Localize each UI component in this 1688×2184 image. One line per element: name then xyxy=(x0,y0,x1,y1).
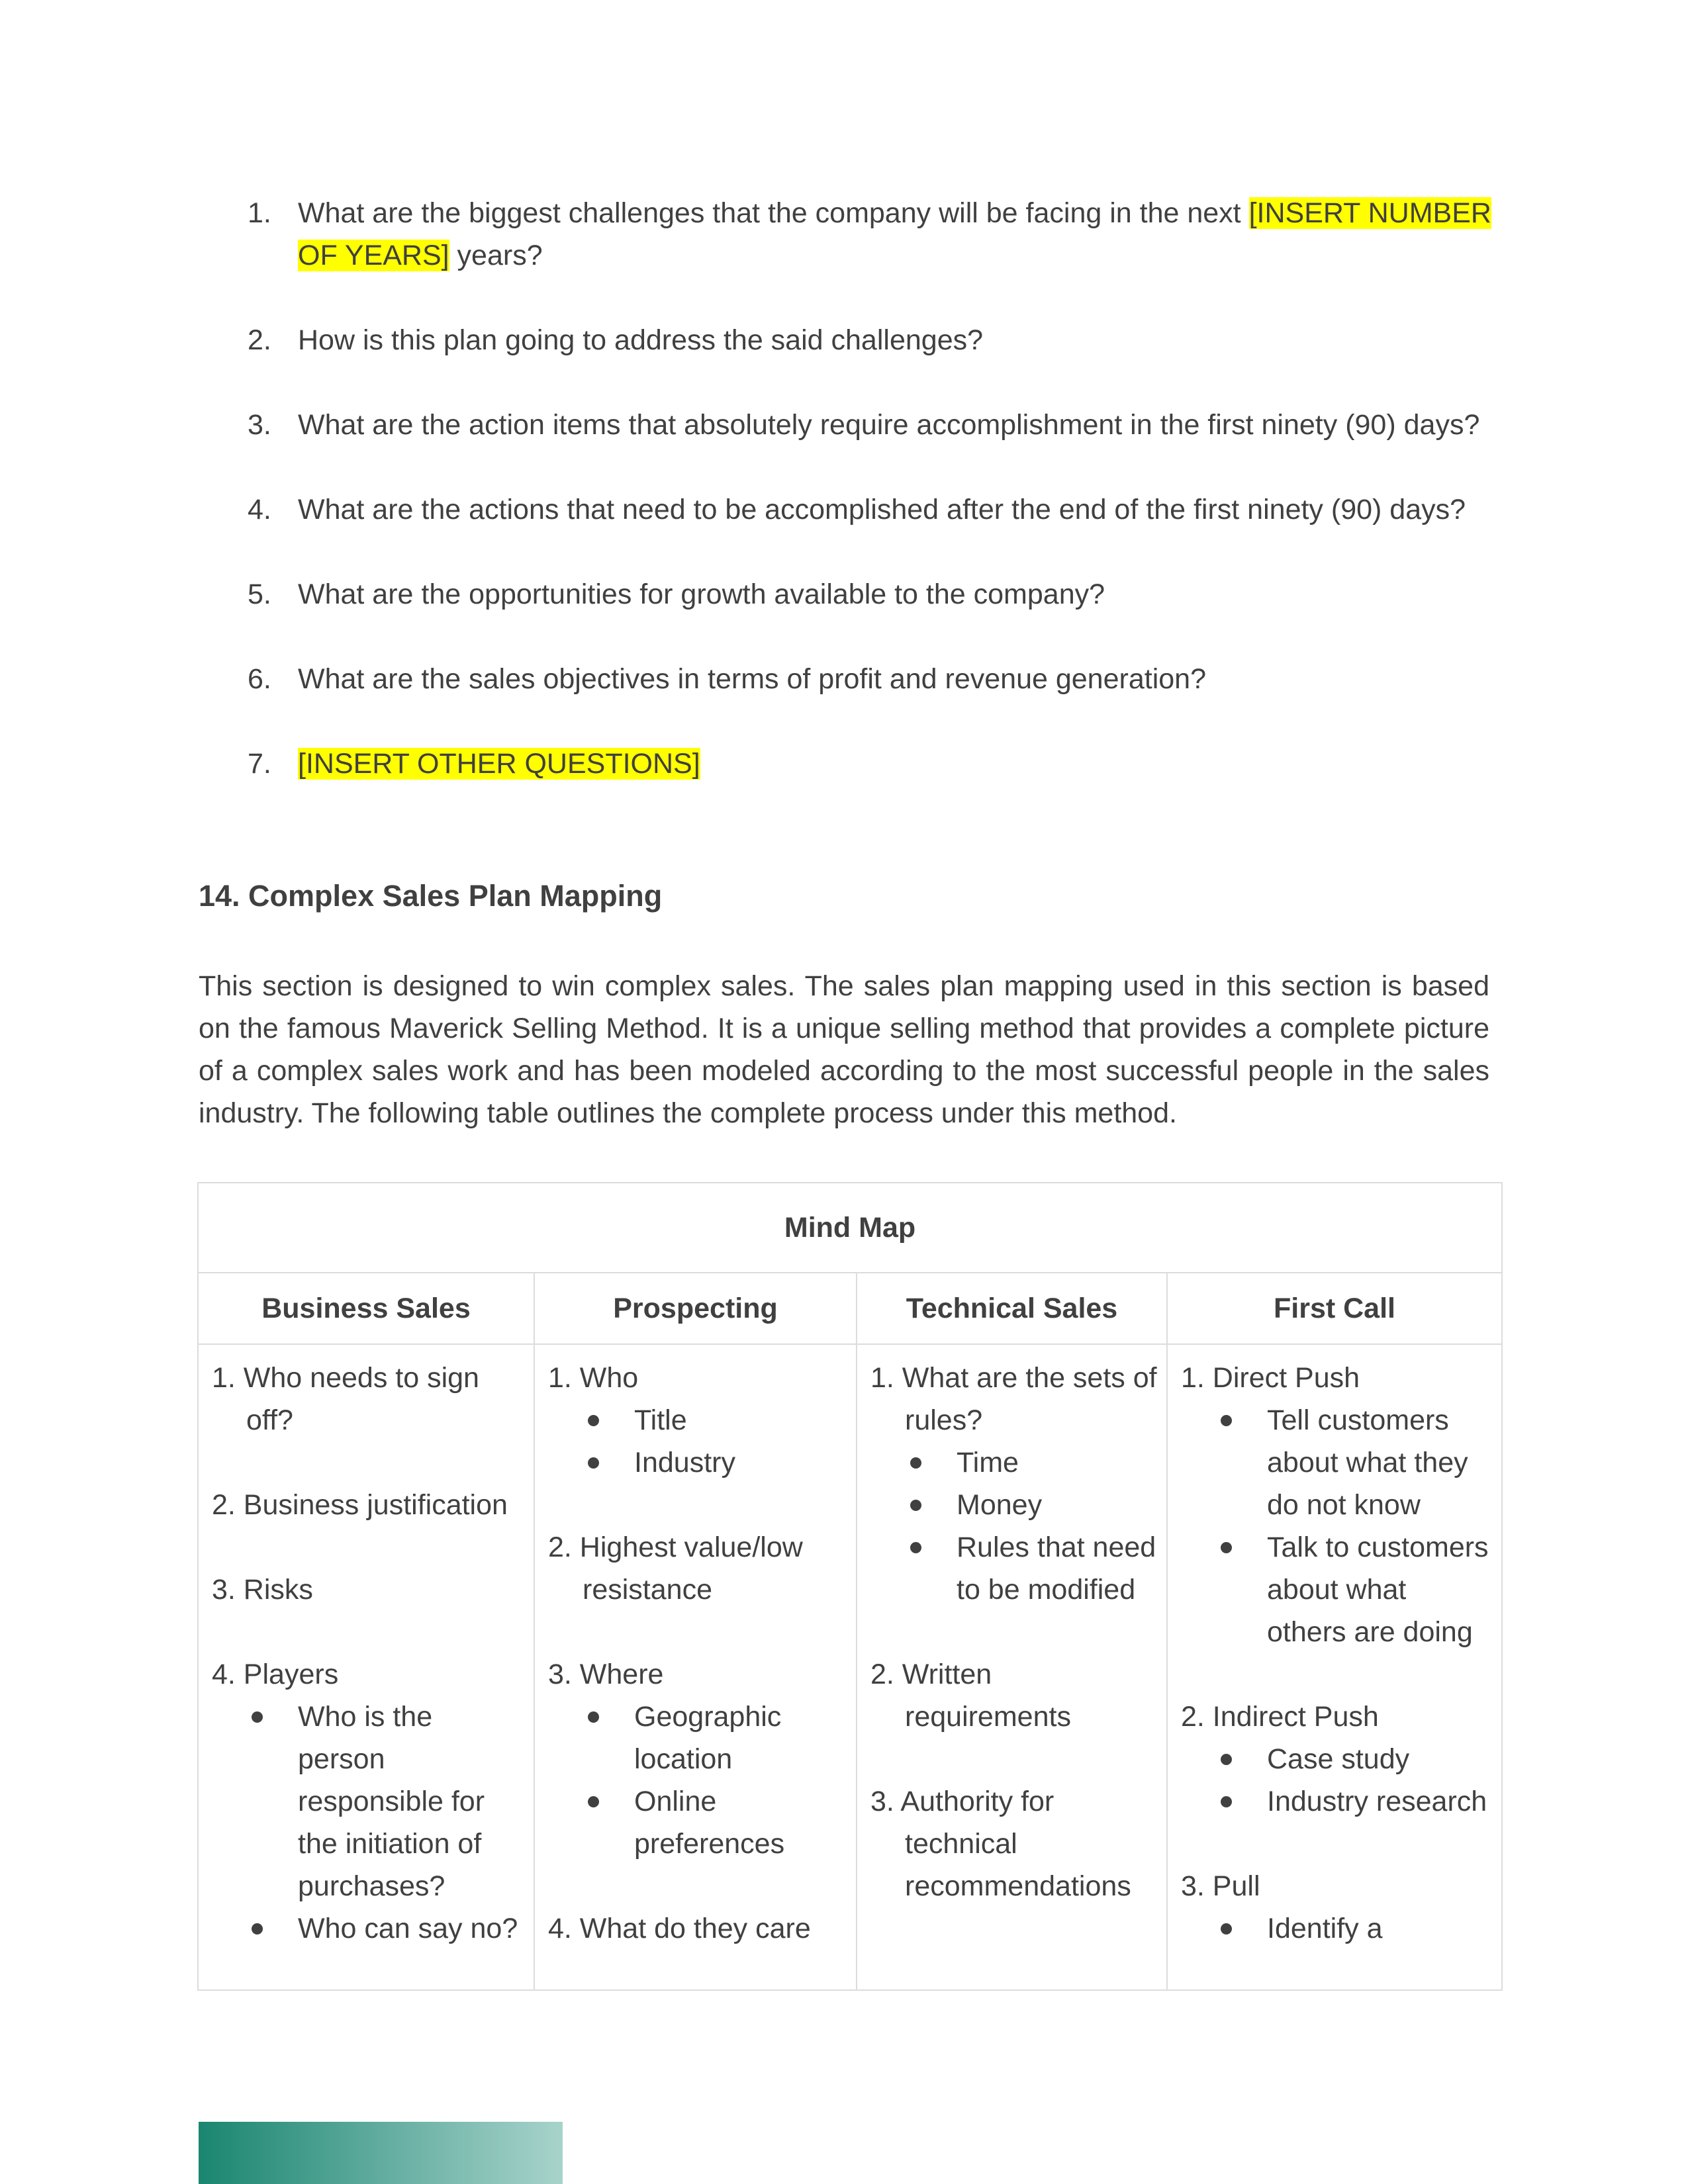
bullet-item: Industry research xyxy=(1181,1780,1492,1823)
footer-gradient-bar xyxy=(199,2122,563,2184)
list-item: 3. Risks xyxy=(212,1574,313,1606)
question-text: What are the opportunities for growth available to the company? xyxy=(298,578,1105,610)
column-header-first-call: First Call xyxy=(1167,1273,1502,1344)
list-item: 3. Where Geographic location Online preferences xyxy=(548,1653,847,1865)
list-item: 4. Players Who is the person responsible for the initiation of purchases? Who can say no? xyxy=(212,1653,524,1950)
bullet-item: Geographic location xyxy=(548,1696,847,1780)
placeholder-highlight: [INSERT NUMBER OF YEARS] xyxy=(298,197,1491,271)
question-list xyxy=(199,192,1496,827)
question-item xyxy=(199,488,1496,531)
question-number: 5. xyxy=(248,578,271,610)
bullet-item: Who can say no? xyxy=(212,1907,524,1950)
bullet-item: Rules that need to be modified xyxy=(870,1526,1157,1611)
bullet-list xyxy=(870,1441,1157,1611)
list-item: 2. Written requirements xyxy=(870,1659,1071,1733)
question-text: What are the action items that absolutely require accomplishment in the first ninety (90) days? xyxy=(298,409,1480,441)
bullet-item: Industry xyxy=(548,1441,847,1484)
mind-map-title: Mind Map xyxy=(198,1183,1502,1273)
column-header-business-sales: Business Sales xyxy=(198,1273,534,1344)
list-item: 3. Pull Identify a xyxy=(1181,1865,1492,1950)
bullet-list xyxy=(212,1696,524,1950)
question-number: 3. xyxy=(248,409,271,441)
bullet-item: Talk to customers about what others are doing xyxy=(1181,1526,1492,1653)
list-item: 1. What are the sets of rules? Time Money Rules that need to be modified xyxy=(870,1357,1157,1611)
column-header-prospecting: Prospecting xyxy=(534,1273,857,1344)
question-item xyxy=(199,404,1496,446)
business-sales-cell xyxy=(198,1344,534,1990)
prospecting-cell xyxy=(534,1344,857,1990)
bullet-list xyxy=(1181,1399,1492,1653)
section-title: 14. Complex Sales Plan Mapping xyxy=(199,879,663,913)
question-number: 6. xyxy=(248,663,271,695)
list-item: 2. Highest value/low resistance xyxy=(548,1531,803,1606)
question-item xyxy=(199,192,1496,277)
bullet-list xyxy=(548,1399,847,1484)
list-item: 1. Who Title Industry xyxy=(548,1357,847,1484)
question-text: What are the biggest challenges that the company will be facing in the next xyxy=(298,197,1249,229)
first-call-cell xyxy=(1167,1344,1502,1990)
list-item: 1. Who needs to sign off? xyxy=(212,1362,479,1436)
bullet-item: Title xyxy=(548,1399,847,1441)
list-item: 2. Indirect Push Case study Industry research xyxy=(1181,1696,1492,1823)
list-item: 4. What do they care xyxy=(548,1913,811,1944)
bullet-item: Identify a xyxy=(1181,1907,1492,1950)
technical-sales-cell xyxy=(857,1344,1167,1990)
question-item xyxy=(199,319,1496,361)
bullet-list xyxy=(1181,1738,1492,1823)
bullet-item: Money xyxy=(870,1484,1157,1526)
question-text: What are the sales objectives in terms of profit and revenue generation? xyxy=(298,663,1206,695)
placeholder-highlight: [INSERT OTHER QUESTIONS] xyxy=(298,748,700,780)
question-number: 7. xyxy=(248,748,271,780)
question-number: 2. xyxy=(248,324,271,356)
bullet-item: Time xyxy=(870,1441,1157,1484)
question-text-end: years? xyxy=(449,240,543,271)
question-text: How is this plan going to address the said challenges? xyxy=(298,324,984,356)
list-item: 2. Business justification xyxy=(212,1489,508,1521)
bullet-item: Case study xyxy=(1181,1738,1492,1780)
question-item xyxy=(199,573,1496,615)
question-item xyxy=(199,658,1496,700)
question-text: What are the actions that need to be accomplished after the end of the first ninety (90) days? xyxy=(298,494,1466,525)
question-number: 4. xyxy=(248,494,271,525)
list-item: 1. Direct Push Tell customers about what they do not know Talk to customers about what others are doing xyxy=(1181,1357,1492,1653)
section-intro: This section is designed to win complex sales. The sales plan mapping used in this section is based on the famous Maverick Selling Method. It is a unique selling method that provides a complete picture of a complex sales work and has been modeled according to the most successful people in the sales industry. The following table outlines the complete process under this method. xyxy=(199,970,1489,1129)
bullet-item: Tell customers about what they do not know xyxy=(1181,1399,1492,1526)
bullet-item: Who is the person responsible for the initiation of purchases? xyxy=(212,1696,524,1907)
list-item: 3. Authority for technical recommendations xyxy=(870,1786,1131,1902)
question-number: 1. xyxy=(248,197,271,229)
mind-map-table xyxy=(197,1182,1503,1991)
question-item xyxy=(199,743,1496,785)
bullet-list xyxy=(1181,1907,1492,1950)
bullet-item: Online preferences xyxy=(548,1780,847,1865)
column-header-technical-sales: Technical Sales xyxy=(857,1273,1167,1344)
bullet-list xyxy=(548,1696,847,1865)
